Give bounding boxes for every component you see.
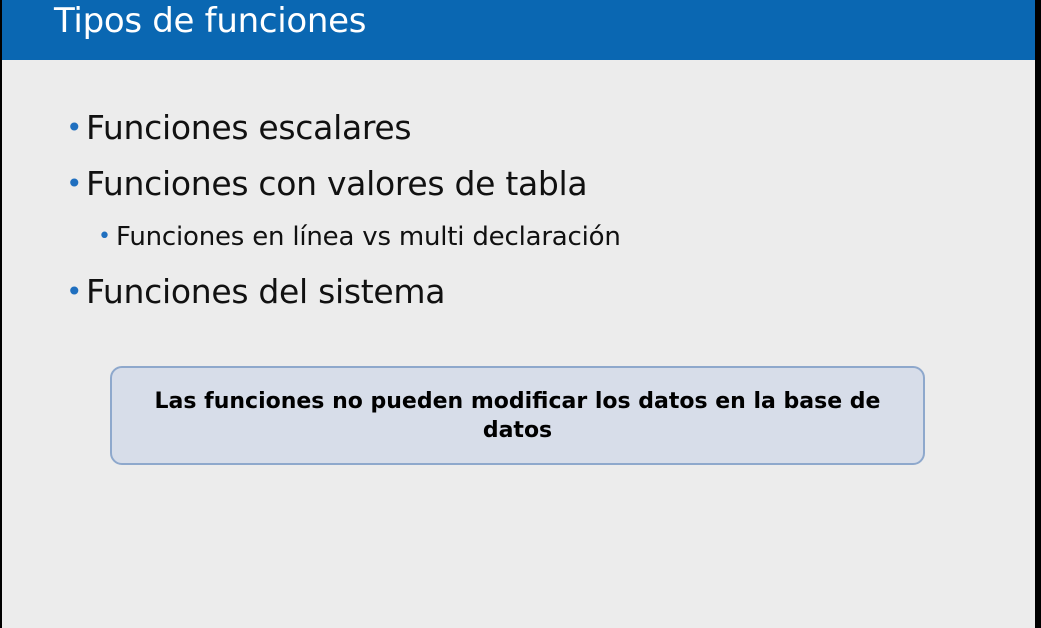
bullet-marker: • [66,275,83,308]
note-text: Las funciones no pueden modificar los datos en la base de datos [154,388,881,443]
bullet-text: Funciones del sistema [86,272,446,311]
bullet-marker: • [66,167,83,200]
bullet-text: Funciones con valores de tabla [86,164,588,203]
slide-title: Tipos de funciones [54,1,367,41]
bullet-marker: • [66,111,83,144]
note-box [110,366,925,465]
bullet-text: Funciones escalares [86,108,412,147]
bullet-marker: • [98,224,111,249]
slide [2,0,1035,628]
bullet-list [2,0,1035,400]
sub-bullet-text: Funciones en línea vs multi declaración [116,222,621,252]
